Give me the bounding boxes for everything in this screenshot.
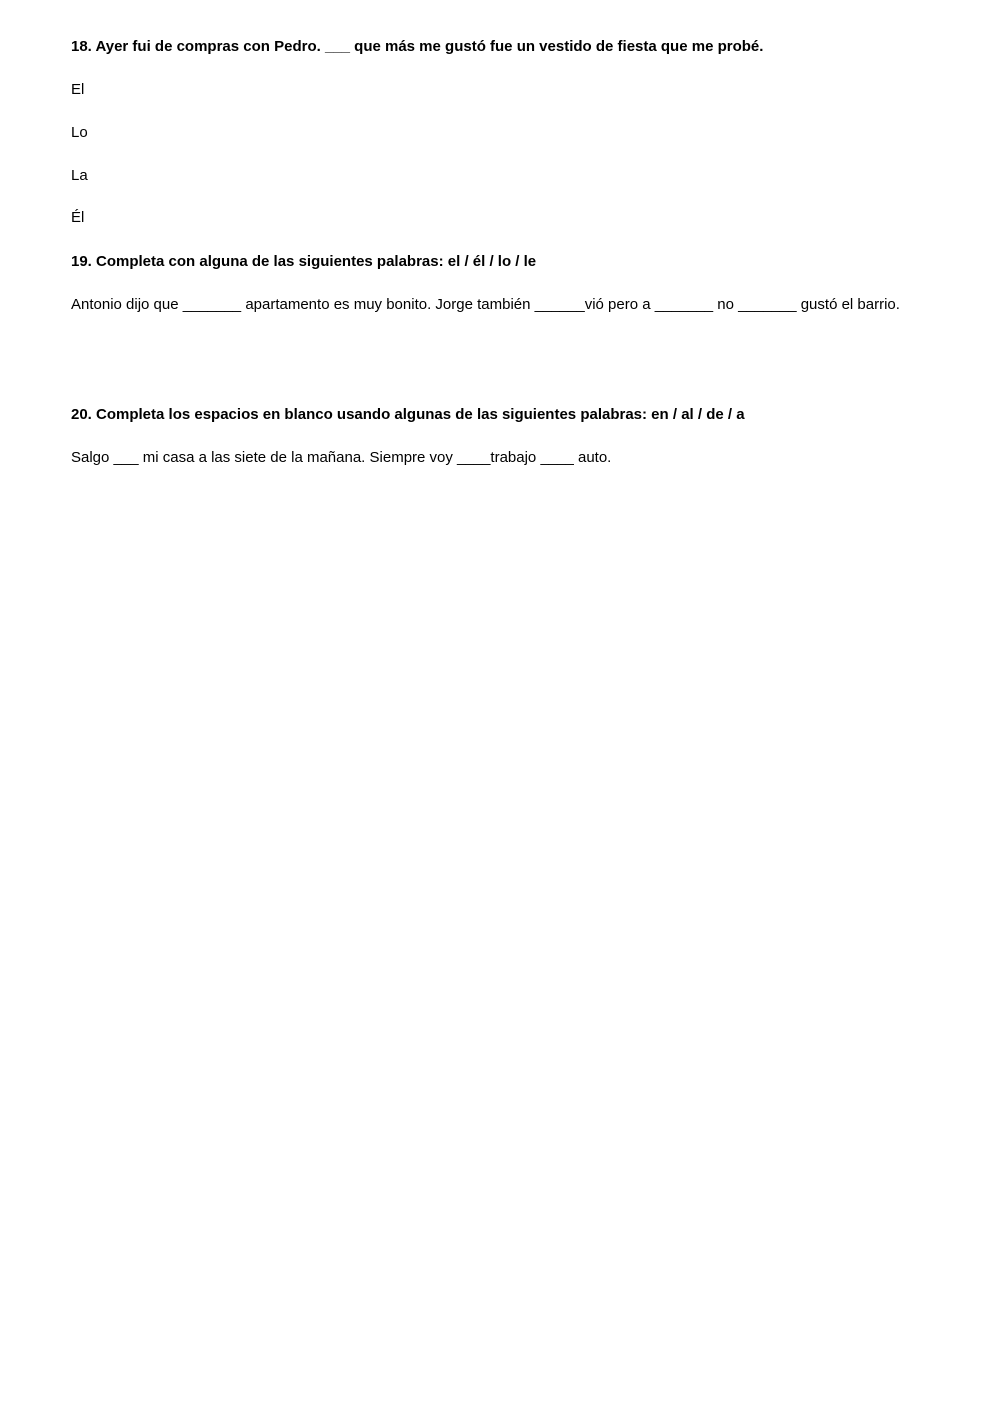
question-19-text: Antonio dijo que _______ apartamento es muy bonito. Jorge también ______vió pero a _______ no _______ gustó el barrio. (71, 296, 900, 313)
question-18-option-la: La (71, 167, 88, 184)
question-20-text: Salgo ___ mi casa a las siete de la mañana. Siempre voy ____trabajo ____ auto. (71, 449, 612, 466)
question-19-prompt: 19. Completa con alguna de las siguientes palabras: el / él / lo / le (71, 253, 537, 270)
question-18-prompt: 18. Ayer fui de compras con Pedro. ___ que más me gustó fue un vestido de fiesta que me probé. (71, 38, 764, 55)
question-20-prompt: 20. Completa los espacios en blanco usando algunas de las siguientes palabras: en / al / de / a (71, 406, 745, 423)
question-18-option-lo: Lo (71, 124, 88, 141)
question-18-option-el-accent: Él (71, 209, 85, 226)
question-18-option-el: El (71, 81, 85, 98)
